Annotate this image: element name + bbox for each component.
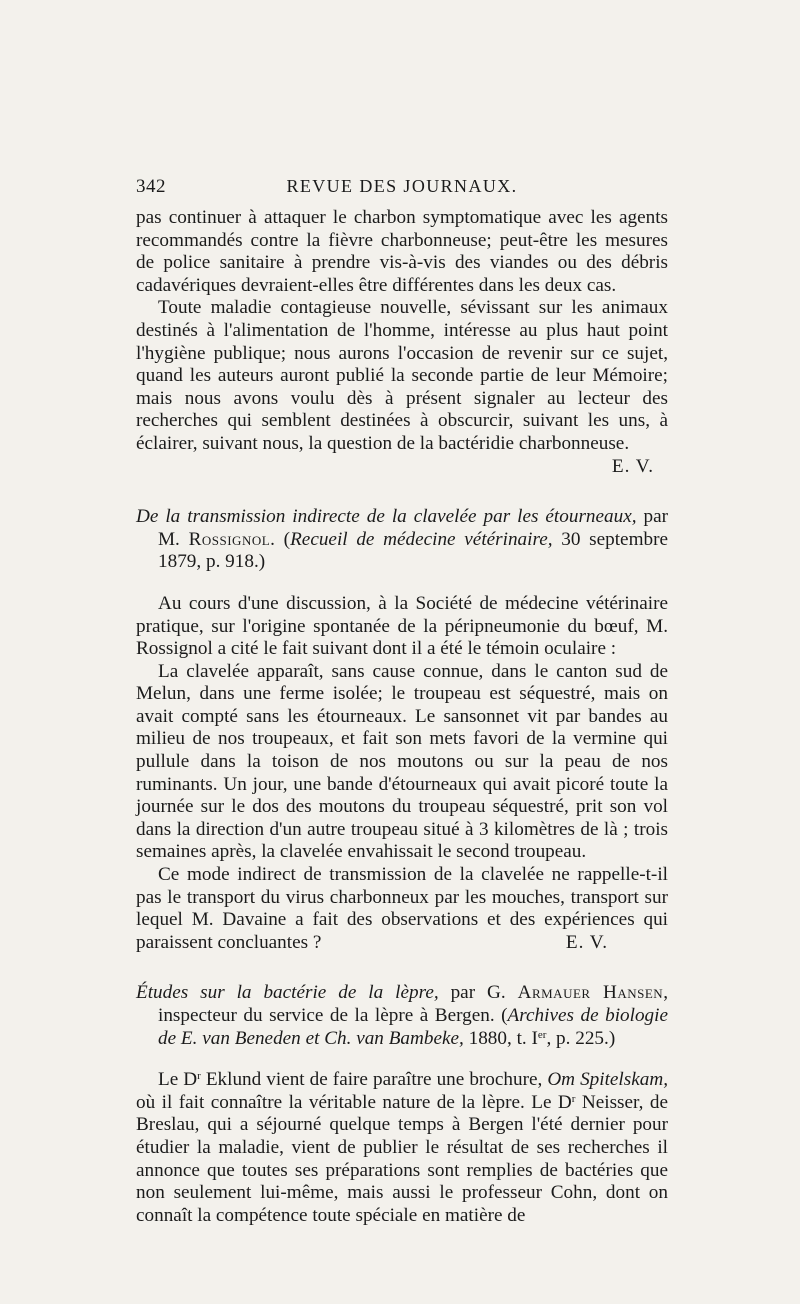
paragraph: La clavelée apparaît, sans cause connue, dans le canton sud de Melun, dans une ferme isolée; le troupeau est séquestré, mais on avait compté sans les étourneaux. Le sansonnet vit par bandes au milieu de nos troupeaux, et fait son mets favori de la vermine qui pullule dans la toison de nos moutons ou sur la peau de nos ruminants. Un jour, une bande d'étourneaux qui avait picoré toute la journée sur le dos des moutons du troupeau séquestré, prit son vol dans la direction d'un autre troupeau situé à 3 kilomètres de là ; trois semaines après, la clavelée envahissait le second troupeau. — [136, 660, 668, 863]
paragraph: Toute maladie contagieuse nouvelle, sévissant sur les animaux destinés à l'alimentation de l'homme, intéresse au plus haut point l'hygiène publique; nous aurons l'occasion de revenir sur ce sujet, quand les auteurs auront publié la seconde partie de leur Mémoire; mais nous avons voulu dès à présent signaler au lecteur des recherches qui semblent destinées à obscurcir, suivant les uns, à éclairer, suivant nous, la question de la bactéridie charbonneuse. — [136, 297, 668, 454]
title-author: Armauer Hansen — [517, 982, 664, 1004]
text-run: Neisser, de Breslau, qui a séjourné quelque temps à Bergen l'été dernier pour étudier la maladie, vient de publier le résultat de ses recherches il annonce que toutes ses préparations sont remplies de bactéries que non seulement lui-même, mais aussi le professeur Cohn, dont on connaît la compétence toute spéciale en matière de — [136, 1091, 669, 1226]
article-body — [136, 207, 668, 1227]
section-title — [136, 506, 668, 574]
text-run: Le D — [158, 1069, 198, 1091]
page-number: 342 — [136, 176, 166, 197]
title-rest: , inspecteur du service de la lèpre à Bergen. ( — [158, 982, 668, 1026]
page-header — [136, 176, 668, 200]
title-author: Rossignol — [188, 528, 271, 550]
paragraph — [136, 1069, 668, 1227]
section-title — [136, 982, 668, 1050]
paragraph: pas continuer à attaquer le charbon symptomatique avec les agents recommandés contre la fièvre charbonneuse; peut-être les mesures de police sanitaire à prendre vis-à-vis des viandes ou des débris cadavériques devraient-elles être différentes dans les deux cas. — [136, 207, 668, 296]
title-source: Archives de biologie de E. van Beneden et Ch. van Bambeke, — [158, 1005, 668, 1049]
author-signature: E. V. — [565, 931, 608, 953]
superscript: er — [537, 1028, 547, 1041]
superscript: r — [571, 1092, 576, 1105]
text-run: Eklund vient de faire paraître une brochure, — [200, 1069, 548, 1091]
superscript: r — [197, 1070, 201, 1083]
title-source-open: . ( — [270, 528, 291, 550]
paragraph-text: Ce mode indirect de transmission de la clavelée ne rappelle-t-il pas le transport du virus charbonneux par les mouches, transport sur lequel M. Davaine a fait des observations et des expériences qui paraissent concluantes ? — [136, 864, 668, 953]
paragraph: Au cours d'une discussion, à la Société de médecine vétérinaire pratique, sur l'origine spontanée de la péripneumonie du bœuf, M. Rossignol a cité le fait suivant dont il a été le témoin oculaire : — [136, 592, 668, 660]
title-by: par G. — [438, 982, 518, 1004]
title-source-end: , p. 225.) — [546, 1027, 616, 1049]
title-italic: De la transmission indirecte de la clavelée par les étourneaux, — [136, 506, 637, 528]
running-head: REVUE DES JOURNAUX. — [286, 176, 518, 196]
title-source-rest: 1880, t. I — [463, 1027, 538, 1049]
author-signature: E. V. — [611, 455, 654, 477]
title-italic: Études sur la bactérie de la lèpre, — [136, 982, 439, 1004]
title-by: par M. — [158, 506, 669, 550]
italic-title: Om Spitelskam, — [547, 1069, 668, 1091]
title-source-rest: 30 septembre 1879, p. 918.) — [158, 528, 669, 573]
paragraph — [136, 864, 668, 954]
title-source: Recueil de médecine vétérinaire, — [290, 528, 553, 550]
text-run: où il fait connaître la véritable nature de la lèpre. Le D — [136, 1091, 572, 1113]
